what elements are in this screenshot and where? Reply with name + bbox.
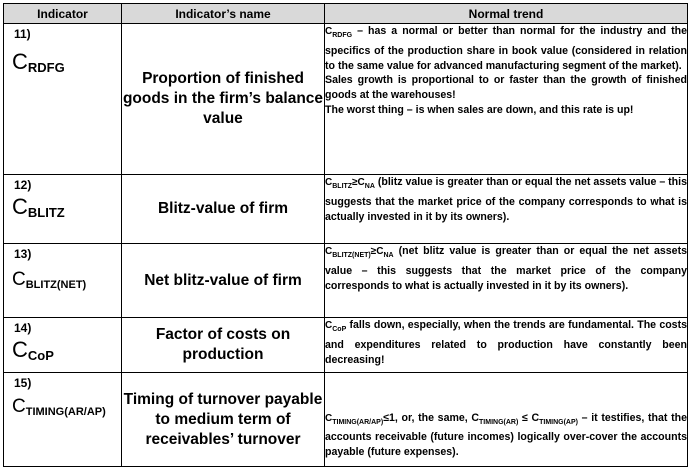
indicator-cell xyxy=(4,24,122,175)
row-number: 15) xyxy=(14,376,32,390)
indicator-name: Blitz-value of firm xyxy=(122,175,325,244)
table-row xyxy=(4,175,688,244)
indicator-cell xyxy=(4,373,122,467)
indicator-cell xyxy=(4,175,122,244)
indicator-cell xyxy=(4,244,122,318)
indicator-cell xyxy=(4,318,122,373)
header-name: Indicator’s name xyxy=(122,4,325,24)
row-number: 12) xyxy=(14,178,32,192)
row-number: 13) xyxy=(14,247,32,261)
normal-trend: $C_{TIMING(AR/AP)}\le 1$, or, the same, $C_{TIMING(AR)} \le C_{TIMING(AP)}$ – it testifies, that the accounts receivable (future incomes) logically over-cover the accounts payable (future expenses). xyxy=(325,373,688,467)
indicator-symbol: $C_{TIMING(AR/AP)}$ xyxy=(12,396,106,418)
normal-trend: $C_{CoP}$ falls down, especially, when the trends are fundamental. The costs and expenditures related to production have constantly been decreasing! xyxy=(325,318,688,373)
indicator-symbol: $C_{RDFG}$ xyxy=(12,49,65,75)
indicator-symbol: $C_{CoP}$ xyxy=(12,337,54,363)
normal-trend: $C_{RDFG}$ – has a normal or better than normal for the industry and the specifics of the production share in book value (considered in relation to the same value for advanced manufacturing segment of the market). Sales growth is proportional to or faster than the growth of finished goods at the warehouses! The worst thing – is when sales are down, and this rate is up! xyxy=(325,24,688,175)
indicator-name: Net blitz-value of firm xyxy=(122,244,325,318)
header-row xyxy=(4,4,688,24)
indicator-symbol: $C_{BLITZ}$ xyxy=(12,194,65,220)
indicator-name: Factor of costs on production xyxy=(122,318,325,373)
table-row xyxy=(4,373,688,467)
indicator-symbol: $C_{BLITZ(NET)}$ xyxy=(12,269,87,291)
row-number: 11) xyxy=(14,27,31,41)
header-trend: Normal trend xyxy=(325,4,688,24)
row-number: 14) xyxy=(14,321,32,335)
header-indicator: Indicator xyxy=(4,4,122,24)
indicator-name: Timing of turnover payable to medium term of receivables’ turnover xyxy=(122,373,325,467)
indicator-table xyxy=(3,3,688,467)
normal-trend: $C_{BLITZ(NET)}\ge C_{NA}$ (net blitz value is greater than or equal the net assets value – this suggests that the market price of the company corresponds to what is actually invested in it by its owners). xyxy=(325,244,688,318)
table-row xyxy=(4,244,688,318)
normal-trend: $C_{BLITZ}\ge C_{NA}$ (blitz value is greater than or equal the net assets value – this suggests that the market price of the company corresponds to what is actually invested in it by its owners). xyxy=(325,175,688,244)
indicator-name: Proportion of finished goods in the firm’s balance value xyxy=(122,24,325,175)
table-row xyxy=(4,24,688,175)
table-row xyxy=(4,318,688,373)
